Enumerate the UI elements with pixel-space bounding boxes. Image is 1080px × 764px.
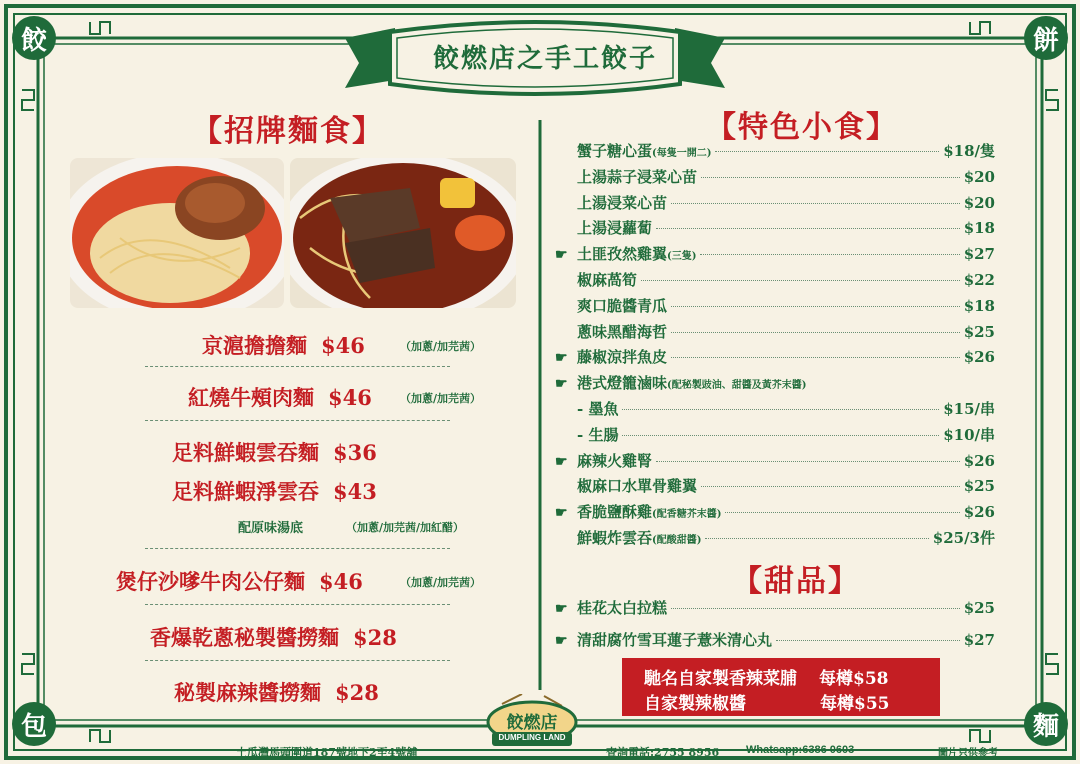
thumbs-up-icon: ☛ (555, 247, 568, 264)
braised-beef-noodles-photo (290, 158, 516, 308)
snack-name: 爽口脆醬青瓜 (577, 296, 668, 315)
snack-price: $25/3件 (932, 529, 995, 547)
snack-price: $26 (963, 451, 995, 470)
sauce-item-1: 馳名自家製香辣菜脯 每樽$58 (644, 669, 889, 689)
dan-dan-noodles-photo (70, 158, 284, 308)
snack-item-4 (555, 217, 995, 239)
snack-item-12 (555, 424, 995, 446)
noodle-item-2: 紅燒牛頰肉麵 $46 (188, 385, 372, 410)
snack-price: $18 (963, 296, 995, 315)
snack-price: $10/串 (943, 425, 995, 444)
snack-name: 藤椒涼拌魚皮 (577, 348, 668, 367)
noodle-item-4: 足料鮮蝦淨雲吞 $43 (172, 479, 377, 504)
dotted-leader (622, 435, 939, 436)
snack-item-14 (555, 475, 995, 497)
snack-name: 港式燈籠滷味 (577, 374, 668, 393)
snack-note: (三隻) (667, 251, 697, 263)
snack-note: (配秘製豉油、甜醬及黃芥末醬) (667, 380, 807, 392)
noodle-item-3: 足料鮮蝦雲吞麵 $36 (172, 440, 377, 465)
dessert-price: $27 (963, 631, 995, 649)
snack-name: 椒麻口水單骨雞翼 (577, 477, 698, 496)
footer-address: 土瓜灣馬頭圍道187號地下2至4號舖 (236, 746, 418, 759)
divider (145, 660, 450, 661)
corner-badge-bottom-right: 麵 (1024, 702, 1068, 746)
dessert-price: $25 (963, 599, 995, 617)
dessert-name: 清甜腐竹雪耳蓮子薏米清心丸 (577, 631, 773, 649)
logo-main-text: 餃燃店 (506, 713, 558, 733)
snack-item-5 (555, 243, 995, 265)
thumbs-up-icon: ☛ (555, 505, 568, 522)
dotted-leader (701, 486, 960, 487)
snack-note: (配酸甜醬) (652, 535, 702, 546)
snack-item-10 (555, 372, 995, 394)
dessert-item-2 (555, 629, 995, 651)
snack-price: $18/隻 (943, 142, 995, 160)
noodle-item-5-note: （加蔥/加芫茜） (400, 576, 482, 589)
snack-item-1 (555, 140, 995, 162)
dotted-leader (715, 151, 939, 152)
logo-sub-text: DUMPLING LAND (498, 733, 566, 742)
dessert-name: 桂花太白拉糕 (577, 599, 668, 617)
noodles-section-title: 【招牌麵食】 (192, 114, 384, 149)
snack-item-16 (555, 527, 995, 549)
snack-name: 上湯浸菜心苗 (577, 193, 668, 212)
divider (145, 604, 450, 605)
snack-price: $25 (963, 477, 995, 496)
dotted-leader (656, 228, 960, 229)
footer-whatsapp: Whatsapp:6386 0603 (746, 744, 855, 756)
thumbs-up-icon: ☛ (555, 376, 568, 393)
divider (145, 366, 450, 367)
snack-item-7 (555, 295, 995, 317)
soup-base-label: 配原味湯底 (238, 521, 304, 536)
snacks-section-title: 【特色小食】 (706, 110, 898, 145)
noodle-item-7: 秘製麻辣醬撈麵 $28 (174, 680, 379, 705)
sauce-box (622, 658, 940, 716)
snack-item-13 (555, 450, 995, 472)
snack-item-9 (555, 346, 995, 368)
snack-name: 蔥味黑醋海哲 (577, 322, 668, 341)
dotted-leader (671, 357, 960, 358)
snack-price: $25 (963, 322, 995, 341)
corner-badge-top-right: 餅 (1024, 16, 1068, 60)
thumbs-up-icon: ☛ (555, 633, 568, 649)
snack-name: 上湯蒜子浸菜心苗 (577, 167, 698, 186)
snack-item-6 (555, 269, 995, 291)
dotted-leader (656, 461, 960, 462)
dotted-leader (622, 409, 939, 410)
snack-name: 土匪孜然雞翼 (577, 245, 668, 264)
dotted-leader (776, 640, 960, 641)
snack-price: $26 (963, 348, 995, 367)
banner-title: 餃燃店之手工餃子 (432, 44, 657, 74)
footer-phone: 查詢電話:2755 8956 (606, 746, 720, 759)
thumbs-up-icon: ☛ (555, 453, 568, 470)
snack-price: $20 (963, 193, 995, 212)
snack-item-3 (555, 192, 995, 214)
snack-price: $26 (963, 503, 995, 522)
dessert-section-title: 【甜品】 (732, 564, 860, 599)
noodle-item-1: 京滬擔擔麵 $46 (202, 333, 365, 358)
snack-price: $18 (963, 219, 995, 238)
dotted-leader (641, 280, 960, 281)
divider (145, 420, 450, 421)
snack-note: (每隻一開二) (652, 148, 712, 159)
dessert-item-1 (555, 597, 995, 619)
corner-badge-bottom-left: 包 (12, 702, 56, 746)
snack-price: $27 (963, 245, 995, 264)
noodle-item-5: 煲仔沙嗲牛肉公仔麵 $46 (116, 569, 363, 594)
snack-name: 椒麻萵筍 (577, 271, 638, 289)
dotted-leader (700, 254, 959, 255)
snack-price: $15/串 (943, 400, 995, 418)
dotted-leader (725, 512, 959, 513)
noodle-item-2-note: （加蔥/加芫茜） (400, 392, 482, 405)
snack-name: 麻辣火雞腎 (577, 451, 653, 470)
dotted-leader (671, 203, 960, 204)
thumbs-up-icon: ☛ (555, 601, 568, 617)
dotted-leader (671, 306, 960, 307)
divider (145, 548, 450, 549)
snack-name: - 生腸 (577, 425, 619, 444)
snack-name: 上湯浸蘿蔔 (577, 219, 653, 238)
thumbs-up-icon: ☛ (555, 350, 568, 367)
snack-price: $22 (963, 271, 995, 289)
corner-badge-top-left: 餃 (12, 16, 56, 60)
snack-note: (配香糖芥末醬) (652, 509, 722, 521)
soup-base-note: （加蔥/加芫茜/加紅醋） (346, 521, 465, 534)
noodle-item-1-note: （加蔥/加芫茜） (400, 340, 482, 353)
snack-name: 香脆鹽酥雞 (577, 503, 653, 522)
sauce-item-2: 自家製辣椒醬 每樽$55 (644, 694, 890, 714)
snack-name: 蟹子糖心蛋 (577, 142, 653, 160)
snack-name: 鮮蝦炸雲吞 (577, 529, 653, 547)
dotted-leader (671, 608, 960, 609)
footer-disclaimer: 圖片只供參考 (938, 748, 998, 759)
snack-price: $20 (963, 167, 995, 186)
snack-item-8 (555, 321, 995, 343)
dotted-leader (701, 177, 960, 178)
snack-name: - 墨魚 (577, 400, 619, 418)
snack-item-15 (555, 501, 995, 523)
snack-item-2 (555, 166, 995, 188)
dotted-leader (671, 332, 960, 333)
dotted-leader (705, 538, 928, 539)
noodle-item-6: 香爆乾蔥秘製醬撈麵 $28 (150, 625, 397, 650)
snack-item-11 (555, 398, 995, 420)
